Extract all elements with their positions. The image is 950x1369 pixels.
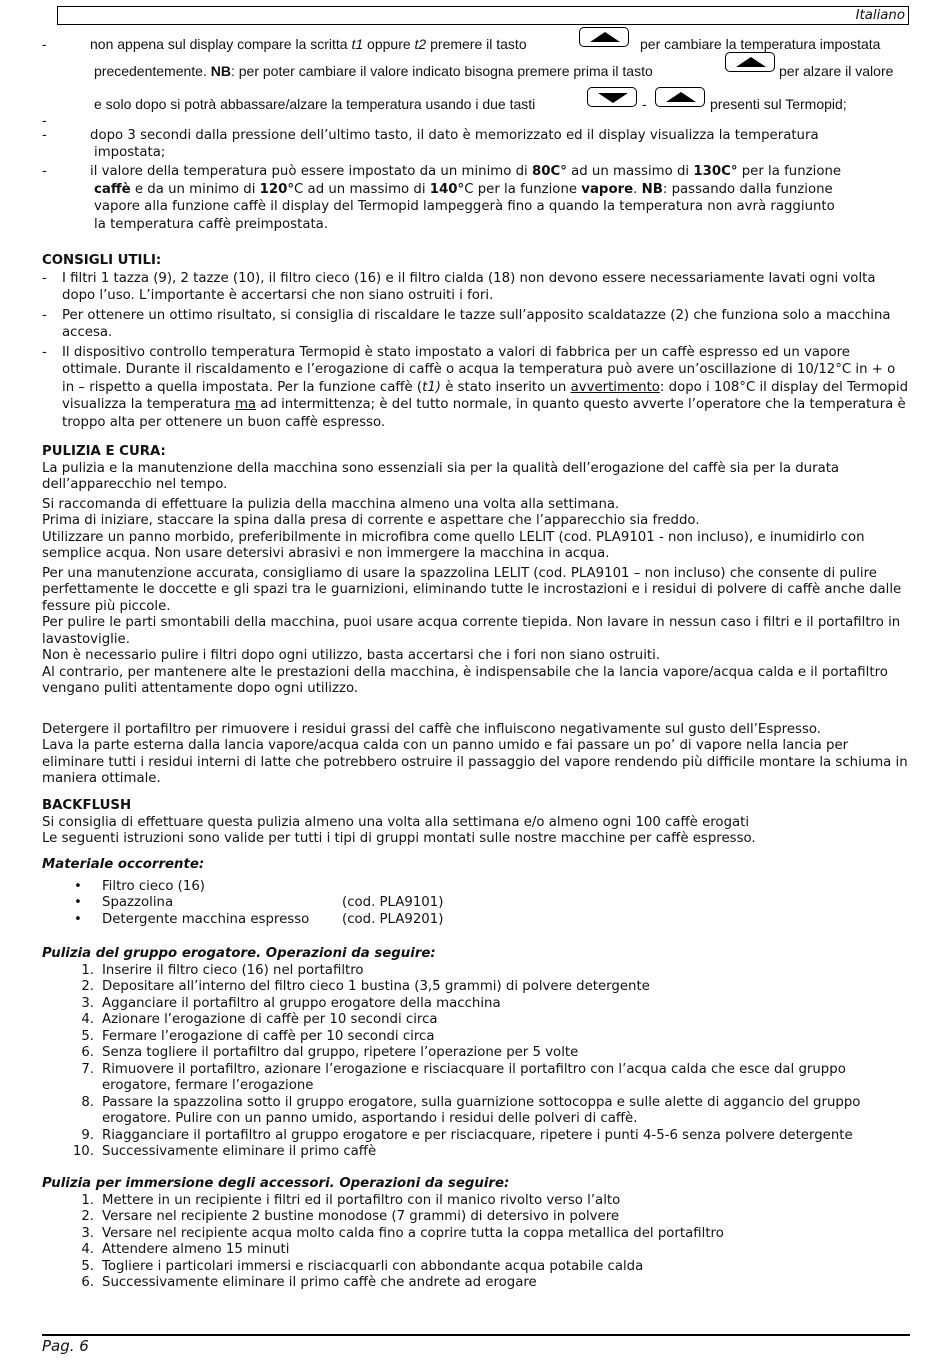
tip-3: - Il dispositivo controllo temperatura Termopid è stato impostato a valori di fabbrica per un caffè espresso ed un vapore ottimale. Durante il riscaldamento e l’erogazione di caffè o acqua la temperatura può avere un’oscillazione di 10/12°C in + o in – rispetto a quella impostata. Per la funzione caffè (t1) è stato inserito un avvertimento: dopo i 108°C il display del Termopid visualizza la temperatura ma ad intermittenza; è del tutto normale, in quanto questo avverte l’operatore che la temperatura è troppo alta per ottenere un buon caffè espresso. — [42, 344, 909, 430]
paragraph: Le seguenti istruzioni sono valide per tutti i tipi di gruppi montati sulle nostre macchine per caffè espresso. — [42, 831, 756, 846]
dash: - — [42, 36, 47, 52]
display-item-1-line-2: precedentemente. NB: per poter cambiare il valore indicato bisogna premere prima il tasto — [94, 63, 653, 79]
paragraph: Detergere il portafiltro per rimuovere i residui grassi del caffè che influiscono negativamente sul gusto dell’Espresso. — [42, 721, 822, 737]
list-item: 8. Passare la spazzolina sotto il gruppo erogatore, sulla guarnizione sottocoppa e sulle alette di aggancio del gruppo erogatore. Pulire con un panno umido, asportando i residui delle polveri di caffè. — [81, 1094, 861, 1126]
list-item: 4. Attendere almeno 15 minuti — [81, 1242, 290, 1257]
display-item-1-line-1: non appena sul display compare la scritta t1 oppure t2 premere il tasto — [90, 36, 527, 52]
section-title: Pulizia del gruppo erogatore. Operazioni da seguire: — [42, 946, 436, 961]
display-item-2: - dopo 3 secondi dalla pressione dell’ultimo tasto, il dato è memorizzato ed il display visualizza la temperatura impostata; — [42, 128, 819, 160]
list-item: • Detergente macchina espresso (cod. PLA9201) — [74, 911, 444, 927]
display-item-1-line-3: e solo dopo si potrà abbassare/alzare la temperatura usando i due tasti — [94, 96, 536, 112]
paragraph: Utilizzare un panno morbido, preferibilmente in microfibra come quello LELIT (cod. PLA9101 - non incluso), e inumidirlo con semplice acqua. Non usare detersivi abrasivi e non immergere la macchina in acqua. — [42, 529, 865, 561]
gruppo-section — [42, 946, 910, 1161]
list-item: • Spazzolina (cod. PLA9101) — [74, 895, 444, 910]
list-item: 4. Azionare l’erogazione di caffè per 10 secondi circa — [81, 1012, 438, 1027]
list-item: • Filtro cieco (16) — [74, 878, 205, 894]
paragraph: Prima di iniziare, staccare la spina dalla presa di corrente e aspettare che l’apparecchio sia freddo. — [42, 513, 700, 528]
display-item-1-tail-2: per alzare il valore — [779, 63, 894, 79]
up-arrow-icon — [655, 87, 705, 107]
list-item: 2. Depositare all’interno del filtro cieco 1 bustina (3,5 grammi) di polvere detergente — [81, 979, 650, 994]
header-language: Italiano — [855, 8, 905, 23]
paragraph: La pulizia e la manutenzione della macchina sono essenziali sia per la qualità dell’erogazione del caffè sia per la durata dell’apparecchio nel tempo. — [42, 460, 840, 492]
up-arrow-icon — [725, 52, 775, 72]
paragraph: Non è necessario pulire i filtri dopo ogni utilizzo, basta accertarsi che i fori non siano ostruiti. — [42, 648, 661, 663]
consigli-section — [42, 252, 910, 431]
materiale-section — [42, 857, 910, 928]
list-item: 9. Riagganciare il portafiltro al gruppo erogatore e per risciacquare, ripetere i punti 4-5-6 senza polvere detergente — [81, 1127, 853, 1143]
display-item-1-tail-3: presenti sul Termopid; — [710, 96, 847, 112]
section-title: BACKFLUSH — [42, 798, 132, 813]
list-item: 6. Senza togliere il portafiltro dal gruppo, ripetere l’operazione per 5 volte — [81, 1045, 579, 1060]
tip-2: - Per ottenere un ottimo risultato, si consiglia di riscaldare le tazze sull’apposito scaldatazze (2) che funziona solo a macchina accesa. — [42, 307, 891, 340]
list-item: 7. Rimuovere il portafiltro, azionare l’erogazione e risciacquare il portafiltro con l’acqua calda che esce dal gruppo erogatore, fermare l’erogazione — [81, 1061, 846, 1093]
backflush-section — [42, 798, 910, 848]
down-arrow-icon — [587, 87, 637, 107]
section-title: PULIZIA E CURA: — [42, 444, 166, 459]
display-dash-empty: - — [42, 112, 47, 128]
list-item: 2. Versare nel recipiente 2 bustine monodose (7 grammi) di detersivo in polvere — [81, 1209, 620, 1224]
paragraph: Al contrario, per mantenere alte le prestazioni della macchina, è indispensabile che la lancia vapore/acqua calda e il portafiltro vengano puliti attentamente dopo ogni utilizzo. — [42, 664, 888, 696]
display-item-1-tail: per cambiare la temperatura impostata — [640, 36, 881, 52]
list-item: 3. Agganciare il portafiltro al gruppo erogatore della macchina — [81, 995, 501, 1011]
list-item: 6. Successivamente eliminare il primo caffè che andrete ad erogare — [81, 1275, 537, 1290]
section-title: Pulizia per immersione degli accessori. Operazioni da seguire: — [42, 1176, 510, 1191]
display-section — [42, 34, 910, 122]
paragraph: Si raccomanda di effettuare la pulizia della macchina almeno una volta alla settimana. — [42, 496, 620, 512]
tip-1: - I filtri 1 tazza (9), 2 tazze (10), il filtro cieco (16) e il filtro cialda (18) non devono essere necessariamente lavati ogni volta dopo l’uso. L’importante è accertarsi che non siano ostruiti i fori. — [42, 270, 876, 303]
up-arrow-icon — [579, 27, 629, 47]
paragraph: Per pulire le parti smontabili della macchina, puoi usare acqua corrente tiepida. Non lavare in nessun caso i filtri e il portafiltro in lavastoviglie. — [42, 615, 901, 647]
section-title: Materiale occorrente: — [42, 857, 205, 872]
pulizia-section — [42, 444, 910, 788]
paragraph: Lava la parte esterna dalla lancia vapore/acqua calda con un panno umido e fai passare un po’ di vapore nella lancia per eliminare tutti i residui interni di latte che potrebbero ostruire il passaggio del vapore rendendo più difficile montare la schiuma in maniera ottimale. — [42, 738, 908, 786]
immersione-section — [42, 1176, 910, 1292]
page-header — [57, 6, 909, 25]
paragraph: Si consiglia di effettuare questa pulizia almeno una volta alla settimana e/o almeno ogni 100 caffè erogati — [42, 814, 750, 830]
list-item: 3. Versare nel recipiente acqua molto calda fino a coprire tutta la coppa metallica del portafiltro — [81, 1225, 724, 1241]
separator: - — [642, 96, 647, 112]
footer-divider — [42, 1334, 910, 1336]
list-item: 5. Togliere i particolari immersi e risciacquarli con abbondante acqua potabile calda — [81, 1258, 644, 1274]
list-item: 10. Successivamente eliminare il primo caffè — [72, 1144, 377, 1159]
list-item: 5. Fermare l’erogazione di caffè per 10 secondi circa — [81, 1028, 435, 1044]
section-title: CONSIGLI UTILI: — [42, 253, 162, 268]
paragraph: Per una manutenzione accurata, consigliamo di usare la spazzolina LELIT (cod. PLA9101 – non incluso) che consente di pulire perfettamente le doccette e gli spazi tra le guarnizioni, eliminando tutte le incrostazioni e i residui di polvere di caffè anche dalle fessure più piccole. — [42, 565, 902, 614]
page-number: Pag. 6 — [42, 1337, 89, 1355]
display-item-3: - il valore della temperatura può essere impostato da un minimo di 80C° ad un massimo di 130C° per la funzione caffè e da un minimo di 120°C ad un massimo di 140°C per la funzione vapore. NB: passando dalla funzione vapore alla funzione caffè il display del Termopid lampeggerà fino a quando la temperatura non avrà raggiunto la temperatura caffè preimpostata. — [42, 164, 842, 232]
list-item: 1. Inserire il filtro cieco (16) nel portafiltro — [81, 962, 364, 978]
list-item: 1. Mettere in un recipiente i filtri ed il portafiltro con il manico rivolto verso l’alto — [81, 1192, 621, 1208]
